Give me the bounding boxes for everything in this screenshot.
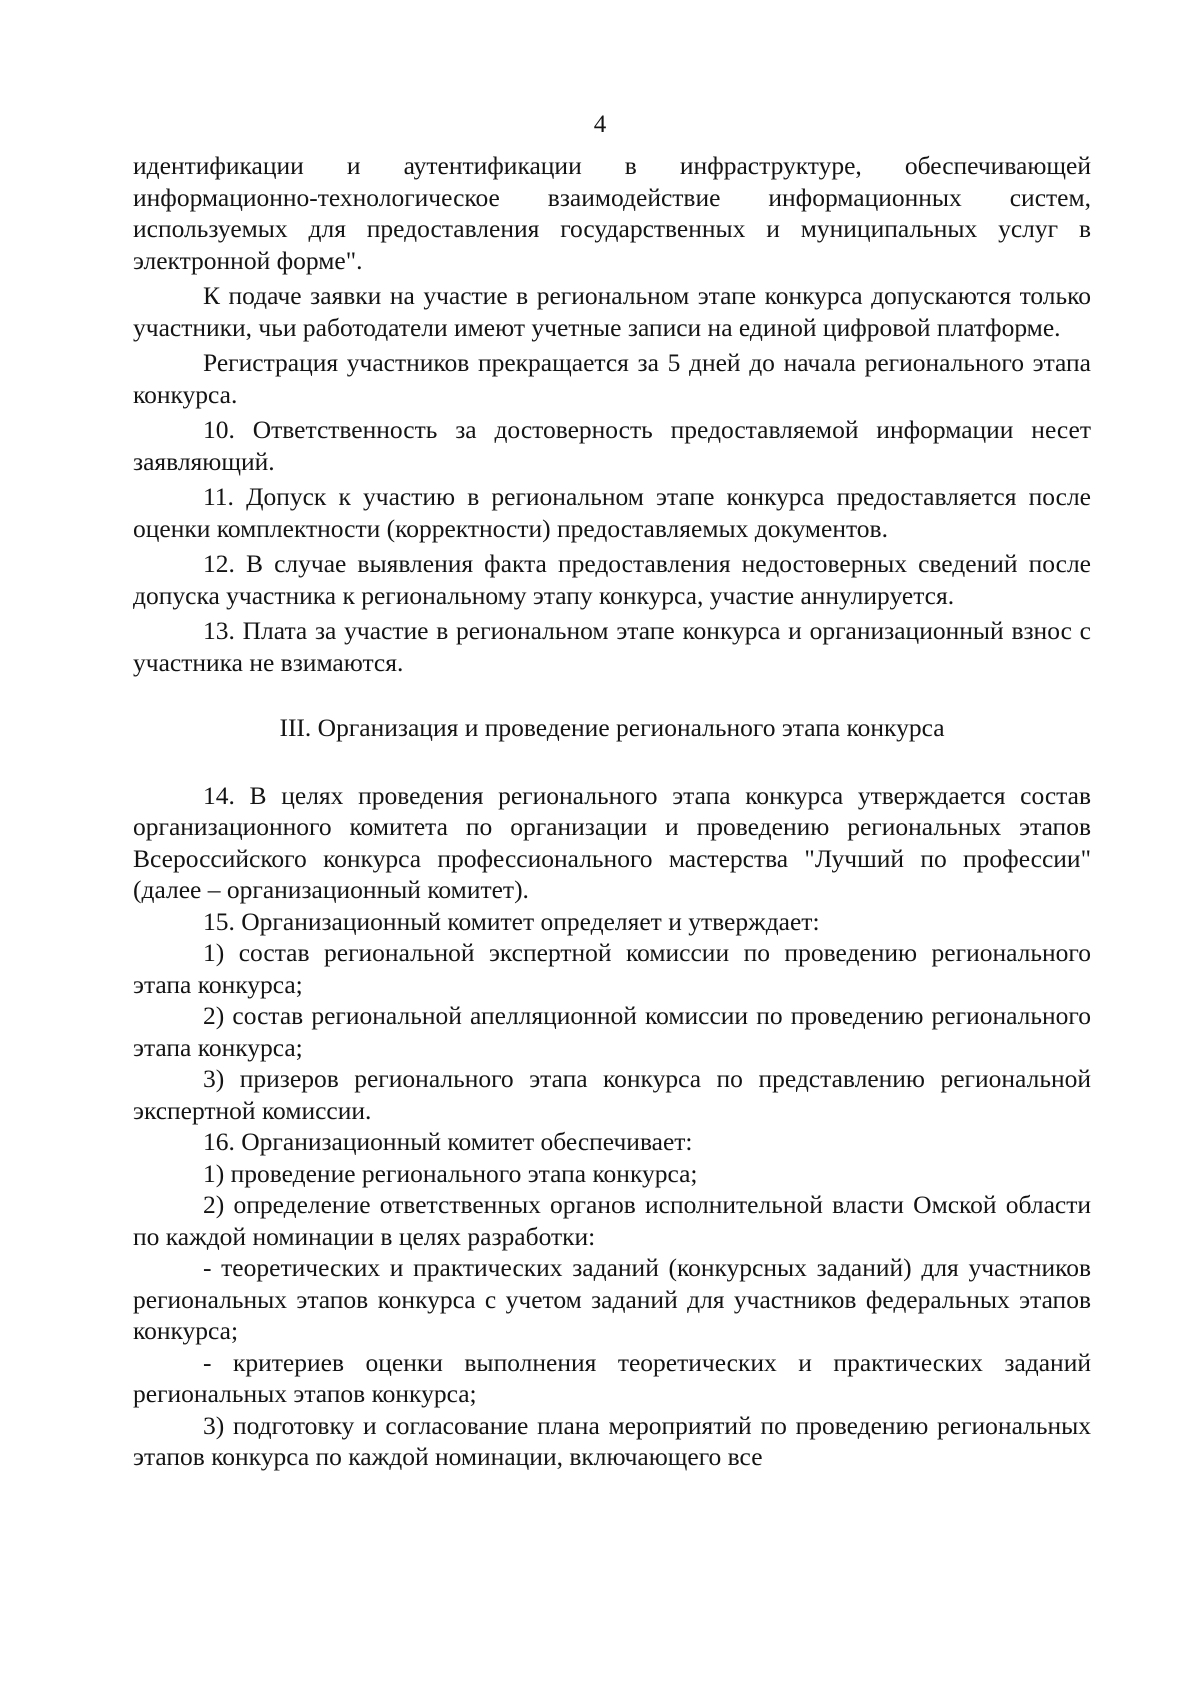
list-item: 2) определение ответственных органов исполнительной власти Омской области по каждой номинации в целях разработки: <box>133 1190 1091 1251</box>
list-item: 3) подготовку и согласование плана мероприятий по проведению региональных этапов конкурса по каждой номинации, включающего все <box>133 1410 1091 1471</box>
paragraph: 14. В целях проведения регионального этапа конкурса утверждается состав организационного комитета по организации и проведению региональных этапов Всероссийского конкурса профессионального мастерства "Лучший по профессии" (далее – организационный комитет). <box>133 780 1091 904</box>
page-number: 4 <box>593 111 607 138</box>
paragraph: 10. Ответственность за достоверность предоставляемой информации несет заявляющий. <box>133 415 1091 476</box>
list-item: - критериев оценки выполнения теоретических и практических заданий региональных этапов конкурса; <box>133 1347 1091 1408</box>
list-item: - теоретических и практических заданий (конкурсных заданий) для участников региональных этапов конкурса с учетом заданий для участников федеральных этапов конкурса; <box>133 1253 1091 1345</box>
paragraph: идентификации и аутентификации в инфраструктуре, обеспечивающей информационно-технологическое взаимодействие информационных систем, используемых для предоставления государственных и муниципальных услуг в электронной форме". <box>133 151 1091 275</box>
paragraph: Регистрация участников прекращается за 5 дней до начала регионального этапа конкурса. <box>133 348 1091 409</box>
paragraph: 12. В случае выявления факта предоставления недостоверных сведений после допуска участника к региональному этапу конкурса, участие аннулируется. <box>133 549 1091 610</box>
list-item: 2) состав региональной апелляционной комиссии по проведению регионального этапа конкурса; <box>133 1001 1091 1062</box>
document-body <box>133 150 1091 1473</box>
paragraph: 16. Организационный комитет обеспечивает: <box>203 1127 693 1156</box>
list-item: 1) проведение регионального этапа конкурса; <box>203 1158 698 1188</box>
list-item: 1) состав региональной экспертной комиссии по проведению регионального этапа конкурса; <box>133 938 1091 999</box>
section-heading: III. Организация и проведение регионального этапа конкурса <box>279 713 945 742</box>
paragraph: 15. Организационный комитет определяет и утверждает: <box>203 906 820 936</box>
paragraph: К подаче заявки на участие в региональном этапе конкурса допускаются только участники, чьи работодатели имеют учетные записи на единой цифровой платформе. <box>133 281 1091 342</box>
paragraph: 13. Плата за участие в региональном этапе конкурса и организационный взнос с участника не взимаются. <box>133 616 1091 677</box>
paragraph: 11. Допуск к участию в региональном этапе конкурса предоставляется после оценки комплектности (корректности) предоставляемых документов. <box>133 482 1091 543</box>
list-item: 3) призеров регионального этапа конкурса по представлению региональной экспертной комиссии. <box>133 1064 1091 1125</box>
